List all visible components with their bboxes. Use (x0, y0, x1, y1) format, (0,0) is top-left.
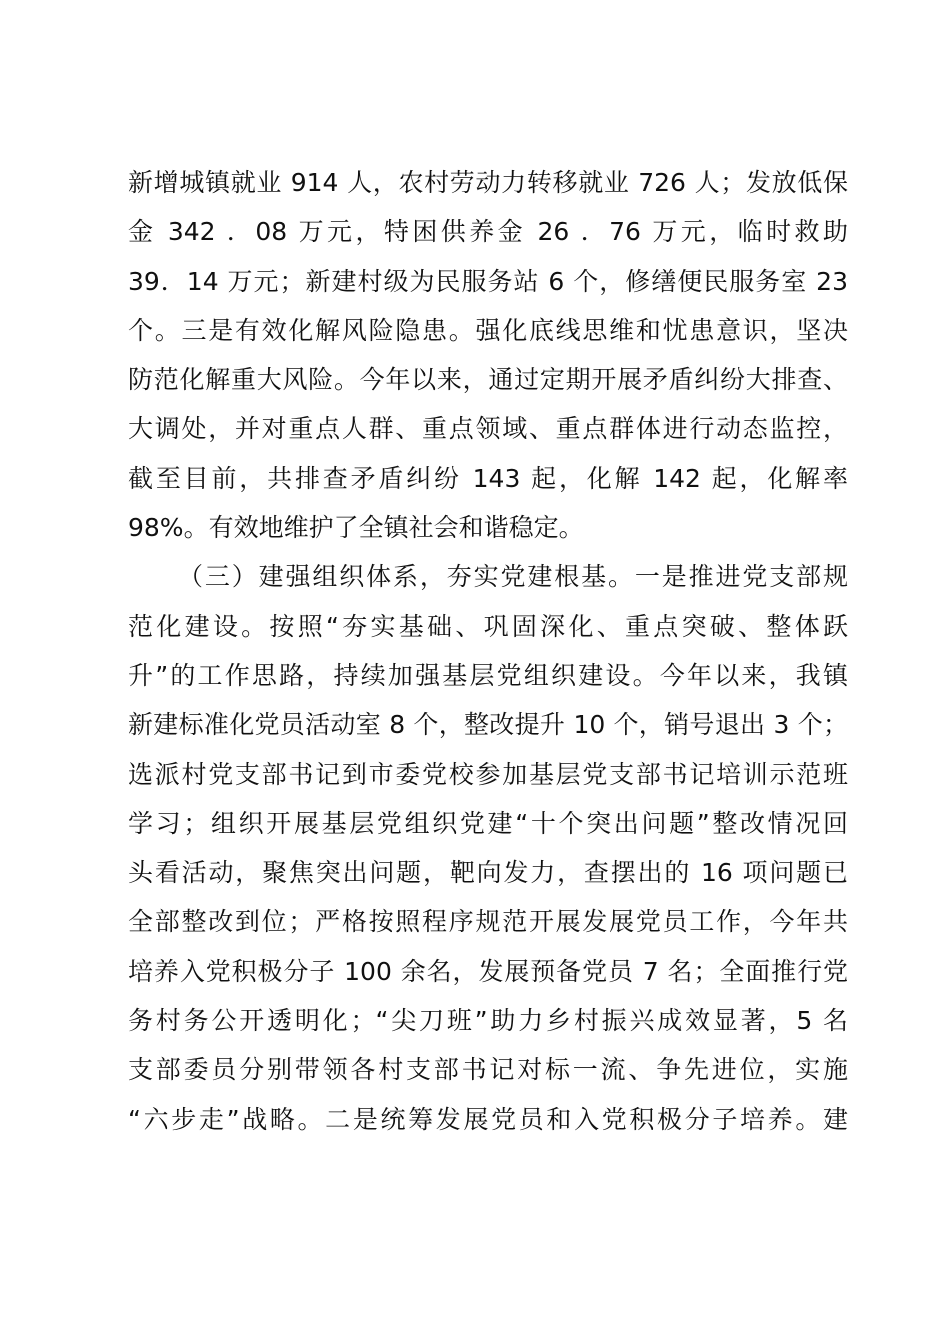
text-line-13: 选派村党支部书记到市委党校参加基层党支部书记培训示范班 (128, 759, 848, 789)
text-line-4: 个。三是有效化解风险隐患。强化底线思维和忧患意识，坚决 (128, 315, 848, 345)
text-line-10: 范化建设。按照“夯实基础、巩固深化、重点突破、整体跃 (128, 611, 848, 641)
text-line-16: 全部整改到位；严格按照程序规范开展发展党员工作，今年共 (128, 907, 848, 937)
text-line-3: 39．14 万元；新建村级为民服务站 6 个，修缮便民服务室 23 (128, 266, 848, 296)
text-line-14: 学习；组织开展基层党组织党建“十个突出问题”整改情况回 (128, 808, 848, 838)
text-line-11: 升”的工作思路，持续加强基层党组织建设。今年以来，我镇 (128, 660, 848, 690)
text-line-15: 头看活动，聚焦突出问题，靶向发力，查摆出的 16 项问题已 (128, 858, 848, 888)
text-line-17: 培养入党积极分子 100 余名，发展预备党员 7 名；全面推行党 (128, 956, 848, 986)
text-line-1: 新增城镇就业 914 人，农村劳动力转移就业 726 人；发放低保 (128, 168, 848, 197)
text-line-2: 金 342 ．08 万元，特困供养金 26 ．76 万元，临时救助 (128, 217, 848, 247)
text-line-8: 98%。有效地维护了全镇社会和谐稳定。 (128, 513, 584, 543)
text-line-9: （三）建强组织体系，夯实党建根基。一是推进党支部规 (178, 562, 848, 592)
text-line-12: 新建标准化党员活动室 8 个，整改提升 10 个，销号退出 3 个； (128, 710, 848, 740)
body-text (128, 158, 848, 1144)
text-line-6: 大调处，并对重点人群、重点领域、重点群体进行动态监控， (128, 414, 848, 444)
text-line-5: 防范化解重大风险。今年以来，通过定期开展矛盾纠纷大排查、 (128, 365, 848, 395)
text-line-19: 支部委员分别带领各村支部书记对标一流、争先进位，实施 (128, 1055, 848, 1085)
text-line-18: 务村务公开透明化；“尖刀班”助力乡村振兴成效显著，5 名 (128, 1006, 848, 1036)
text-line-20: “六步走”战略。二是统筹发展党员和入党积极分子培养。建 (128, 1104, 848, 1134)
text-line-7: 截至目前，共排查矛盾纠纷 143 起，化解 142 起，化解率 (128, 463, 848, 493)
